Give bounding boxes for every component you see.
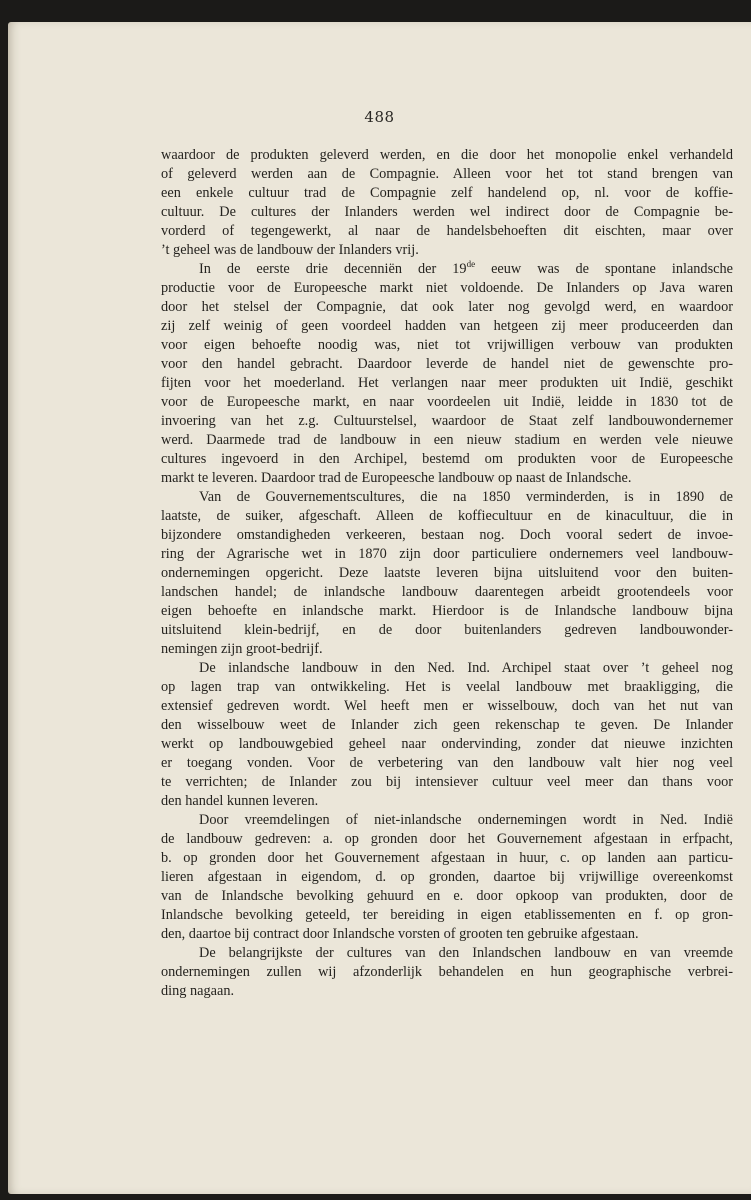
text-line: ondernemingen opgericht. Deze laatste leveren bijna uitsluitend voor den buiten- <box>161 565 733 581</box>
text-line: een enkele cultuur trad de Compagnie zelf handelend op, nl. voor de koffie- <box>161 185 733 201</box>
text-line: door het stelsel der Compagnie, dat ook later nog gevolgd werd, en waardoor <box>161 299 733 315</box>
text-line: invoering van het z.g. Cultuurstelsel, waardoor de Staat zelf landbouwondernemer <box>161 413 733 429</box>
text-line: den, daartoe bij contract door Inlandsche vorsten of grooten ten gebruike afgestaan. <box>161 926 639 942</box>
text-line: er toegang vonden. Voor de verbetering van den landbouw valt hier nog veel <box>161 755 733 771</box>
text-line: of geleverd werden aan de Compagnie. Alleen voor het tot stand brengen van <box>161 166 733 182</box>
text-line: voor de Europeesche markt, en naar voordeelen uit Indië, leidde in 1830 tot de <box>161 394 733 410</box>
book-page <box>8 22 751 1194</box>
text-line: De belangrijkste der cultures van den Inlandschen landbouw en van vreemde <box>199 945 733 961</box>
paragraph <box>161 260 733 488</box>
text-line: laatste, de suiker, afgeschaft. Alleen de koffiecultuur en de kinacultuur, die in <box>161 508 733 524</box>
text-line: uitsluitend klein-bedrijf, en de door buitenlanders gedreven landbouwonder- <box>161 622 733 638</box>
text-line: nemingen zijn groot-bedrijf. <box>161 641 323 657</box>
text-line: de landbouw gedreven: a. op gronden door het Gouvernement afgestaan in erfpacht, <box>161 831 733 847</box>
text-line: productie voor de Europeesche markt niet voldoende. De Inlanders op Java waren <box>161 280 733 296</box>
text-line: bijzondere omstandigheden verkeeren, bestaan nog. Doch vooral sedert de invoe- <box>161 527 733 543</box>
text-line: werkt op landbouwgebied geheel naar ondervinding, zonder dat nieuwe inzichten <box>161 736 733 752</box>
text-line: werd. Daarmede trad de landbouw in een nieuw stadium en werden vele nieuwe <box>161 432 733 448</box>
text-line: ding nagaan. <box>161 983 235 999</box>
paragraph <box>161 659 733 811</box>
text-line: ’t geheel was de landbouw der Inlanders vrij. <box>161 242 419 258</box>
text-line: voor den handel gebracht. Daardoor leverde de handel niet de gewenschte pro- <box>161 356 733 372</box>
text-line: markt te leveren. Daardoor trad de Europeesche landbouw op naast de Inlandsche. <box>161 470 632 486</box>
text-line: De inlandsche landbouw in den Ned. Ind. Archipel staat over ’t geheel nog <box>199 660 733 676</box>
text-line: b. op gronden door het Gouvernement afgestaan in huur, c. op landen aan particu- <box>161 850 733 866</box>
text-line: vorderd of tegengewerkt, al naar de handelsbehoeften dit eischten, maar over <box>161 223 733 239</box>
text-line: waardoor de produkten geleverd werden, en die door het monopolie enkel verhandeld <box>161 147 733 163</box>
text-line: van de Inlandsche bevolking gehuurd en e. door opkoop van produkten, door de <box>161 888 733 904</box>
paragraph <box>161 811 733 944</box>
text-line: fijten voor het moederland. Het verlangen naar meer produkten uit Indië, geschikt <box>161 375 733 391</box>
body-text <box>161 146 733 1001</box>
text-line: Van de Gouvernementscultures, die na 1850 verminderden, is in 1890 de <box>199 489 733 505</box>
text-line: eigen behoefte en inlandsche markt. Hierdoor is de Inlandsche landbouw bijna <box>161 603 733 619</box>
text-line: cultures ingevoerd in den Archipel, bestemd om produkten voor de Europeesche <box>161 451 733 467</box>
paragraph <box>161 488 733 659</box>
text-line: zij zelf weinig of geen voordeel hadden van hetgeen zij meer produceerden dan <box>161 318 733 334</box>
text-line: ring der Agrarische wet in 1870 zijn door particuliere ondernemers veel landbouw- <box>161 546 733 562</box>
text-line: landschen handel; de inlandsche landbouw daarentegen arbeidt grootendeels voor <box>161 584 733 600</box>
text-line: op lagen trap van ontwikkeling. Het is veelal landbouw met braakligging, die <box>161 679 733 695</box>
paragraph <box>161 944 733 1001</box>
text-line: In de eerste drie decenniën der 19de eeuw was de spontane inlandsche <box>199 259 733 277</box>
text-line: lieren afgestaan in eigendom, d. op gronden, daartoe bij vrijwillige overeenkomst <box>161 869 733 885</box>
text-line: Inlandsche bevolking geteeld, ter bereiding in eigen etablissementen en f. op gron- <box>161 907 733 923</box>
text-line: den wisselbouw weet de Inlander zich geen rekenschap te geven. De Inlander <box>161 717 733 733</box>
page-number: 488 <box>364 108 395 126</box>
text-line: ondernemingen zullen wij afzonderlijk behandelen en hun geographische verbrei- <box>161 964 733 980</box>
text-line: extensief gedreven wordt. Wel heeft men er wisselbouw, doch van het nut van <box>161 698 733 714</box>
text-line: cultuur. De cultures der Inlanders werden wel indirect door de Compagnie be- <box>161 204 733 220</box>
text-line: te verrichten; de Inlander zou bij intensiever cultuur veel meer dan thans voor <box>161 774 733 790</box>
text-line: Door vreemdelingen of niet-inlandsche ondernemingen wordt in Ned. Indië <box>199 812 733 828</box>
text-line: voor eigen behoefte noodig was, niet tot vrijwilligen verbouw van produkten <box>161 337 733 353</box>
text-line: den handel kunnen leveren. <box>161 793 319 809</box>
paragraph <box>161 146 733 260</box>
